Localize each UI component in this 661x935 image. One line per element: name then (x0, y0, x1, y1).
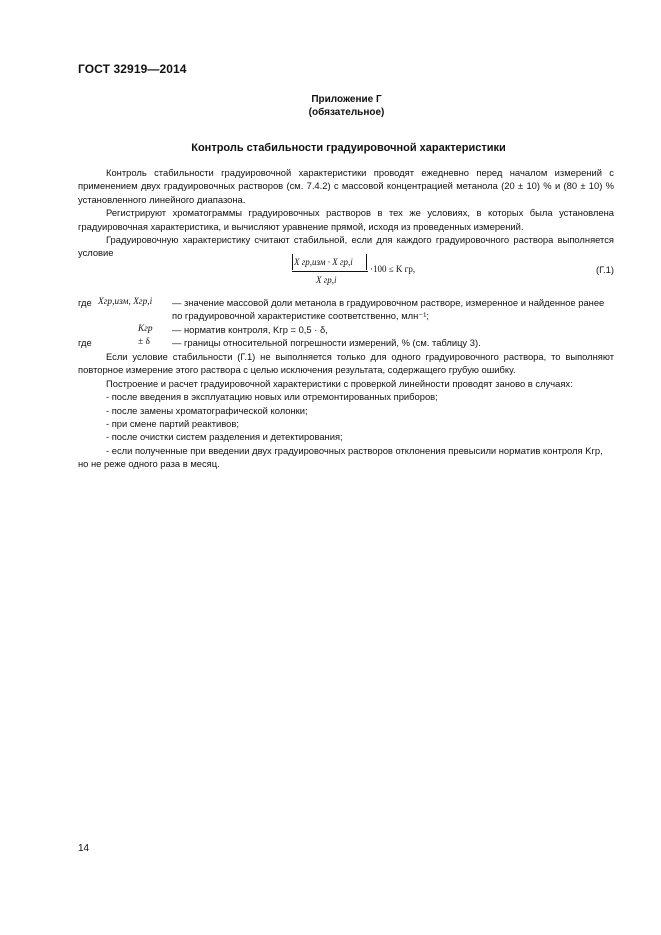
definition-row (78, 323, 614, 336)
definition-prefix: где (78, 337, 92, 349)
definition-prefix: где (78, 297, 92, 308)
definition-symbol: ± δ (138, 337, 150, 348)
definition-text: — норматив контроля, Kгр = 0,5 · δ, (172, 323, 328, 335)
intro-paragraphs (78, 166, 614, 260)
definition-row (78, 309, 614, 322)
section-title-text: Контроль стабильности градуировочной характеристики (191, 142, 506, 154)
section-title (0, 142, 661, 154)
appendix-status: (обязательное) (308, 107, 385, 118)
list-item: - после очистки систем разделения и детектирования; (106, 431, 343, 443)
formula-denominator: X гр,i (316, 275, 337, 285)
conclusion-paragraphs (78, 350, 614, 471)
definition-symbol: Xгр,изм, Xгр,i (98, 297, 153, 307)
definition-row (78, 336, 614, 349)
appendix-label: Приложение Г (311, 94, 382, 105)
formula-expression (288, 252, 428, 292)
definition-row (78, 296, 614, 309)
list-item: - после замены хроматографической колонки; (106, 404, 308, 416)
list-item: - после введения в эксплуатацию новых или отремонтированных приборов; (106, 391, 438, 403)
fraction-line (292, 271, 368, 272)
definition-symbol: Kгр (138, 323, 153, 334)
definition-text: — значение массовой доли метанола в градуировочном растворе, измеренное и найденное ранее (172, 297, 605, 308)
definitions (78, 296, 614, 350)
formula-numerator: X гр,изм · X гр,i (294, 257, 353, 267)
paragraph: Если условие стабильности (Г.1) не выполняется только для одного градуировочного раствора, то выполняют повторное измерение этого раствора с целью исключения результата, содержащего грубую ошибку. (78, 351, 614, 376)
appendix-heading (0, 93, 661, 119)
paragraph: Построение и расчет градуировочной характеристики с проверкой линейности проводят заново в случаях: (106, 377, 573, 389)
paragraph: Регистрируют хроматограммы градуировочных растворов в тех же условиях, в которых была установлена градуировочная характеристика, и вычисляют уравнение прямой, исходя из проведенных измерений. (78, 207, 614, 232)
equation-number: (Г.1) (596, 264, 614, 275)
paragraph: Контроль стабильности градуировочной характеристики проводят ежедневно перед началом измерений с применением двух градуировочных растворов (см. 7.4.2) с массовой концентрацией метанола (20 ± 10) % и (80 ± 10) % установленного линейного диапазона. (78, 167, 614, 205)
list-item: - если полученные при введении двух градуировочных растворов отклонения превысили норматив контроля Kгр, но не реже одного раза в месяц. (78, 444, 603, 470)
definition-continuation: по градуировочной характеристике соответственно, млн⁻¹; (172, 310, 429, 322)
abs-bar-left (292, 254, 293, 270)
page-number: 14 (78, 843, 90, 854)
formula-tail: ·100 ≤ K гр, (370, 264, 416, 274)
paragraph: Градуировочную характеристику считают стабильной, если для каждого градуировочного раствора выполняется условие (78, 234, 614, 259)
list-item: - при смене партий реактивов; (106, 418, 239, 430)
definition-text: — границы относительной погрешности измерений, % (см. таблицу 3). (172, 337, 481, 349)
abs-bar-right (366, 254, 367, 270)
standard-header: ГОСТ 32919—2014 (78, 62, 187, 76)
cases-list (78, 390, 614, 470)
formula-g1 (78, 252, 614, 292)
